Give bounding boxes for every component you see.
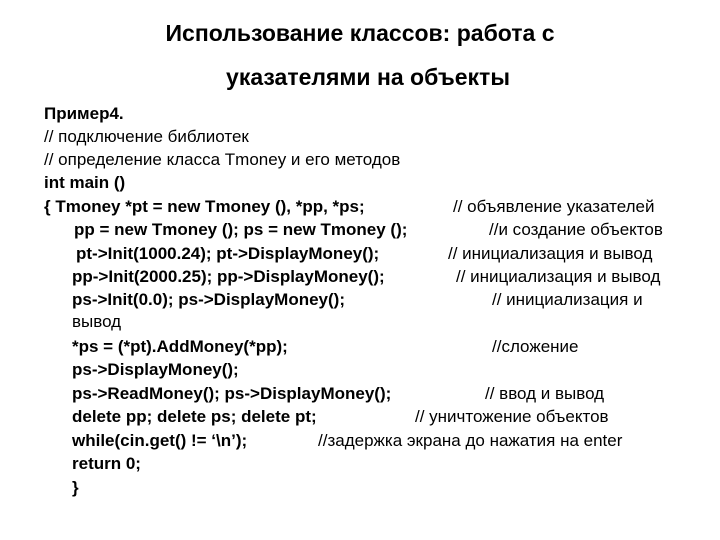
comment-text: // уничтожение объектов [415,407,609,426]
code-text: delete pp; delete ps; delete pt; [72,407,317,426]
comment-text: //и создание объектов [489,220,663,239]
code-line-11 [72,360,239,380]
code-text: ps->ReadMoney(); ps->DisplayMoney(); [72,384,392,403]
code-line-6 [76,244,720,264]
code-line-4 [44,197,720,217]
code-text: ps->DisplayMoney(); [72,360,239,379]
code-text: pt->Init(1000.24); pt->DisplayMoney(); [76,244,380,263]
comment-text: вывод [72,312,122,331]
comment-text: // инициализация и вывод [448,244,653,263]
comment-text: //сложение [492,337,579,356]
comment-text: // инициализация и [492,290,643,309]
comment-text: // определение класса Tmoney и его методов [44,150,401,169]
slide-title-line-2: указателями на объекты [226,64,510,90]
code-line-12 [72,384,720,404]
code-line-15 [72,454,141,474]
code-line-1 [44,127,249,147]
code-line-8 [72,290,720,310]
slide-title-line-1: Использование классов: работа с [165,20,555,46]
code-line-14 [72,431,720,451]
code-line-16 [72,478,79,498]
example-heading: Пример4. [44,104,124,123]
comment-text: // объявление указателей [453,197,655,216]
code-line-13 [72,407,720,427]
code-text: while(cin.get() != ‘\n’); [72,431,248,450]
code-line-10 [72,337,720,357]
code-text: *ps = (*pt).AddMoney(*pp); [72,337,288,356]
code-text: { Tmoney *pt = new Tmoney (), *pp, *ps; [44,197,365,216]
code-line-9 [72,312,121,332]
comment-text: // ввод и вывод [485,384,605,403]
code-text: ps->Init(0.0); ps->DisplayMoney(); [72,290,345,309]
code-text: int main () [44,173,126,192]
code-text: pp->Init(2000.25); pp->DisplayMoney(); [72,267,385,286]
comment-text: // подключение библиотек [44,127,249,146]
code-line-2 [44,150,400,170]
code-line-3 [44,173,125,193]
code-line-7 [72,267,720,287]
comment-text: // инициализация и вывод [456,267,661,286]
code-text: pp = new Tmoney (); ps = new Tmoney (); [74,220,408,239]
comment-text: //задержка экрана до нажатия на enter [318,431,623,450]
code-text: } [72,478,79,497]
code-text: return 0; [72,454,141,473]
code-line-5 [74,220,720,240]
